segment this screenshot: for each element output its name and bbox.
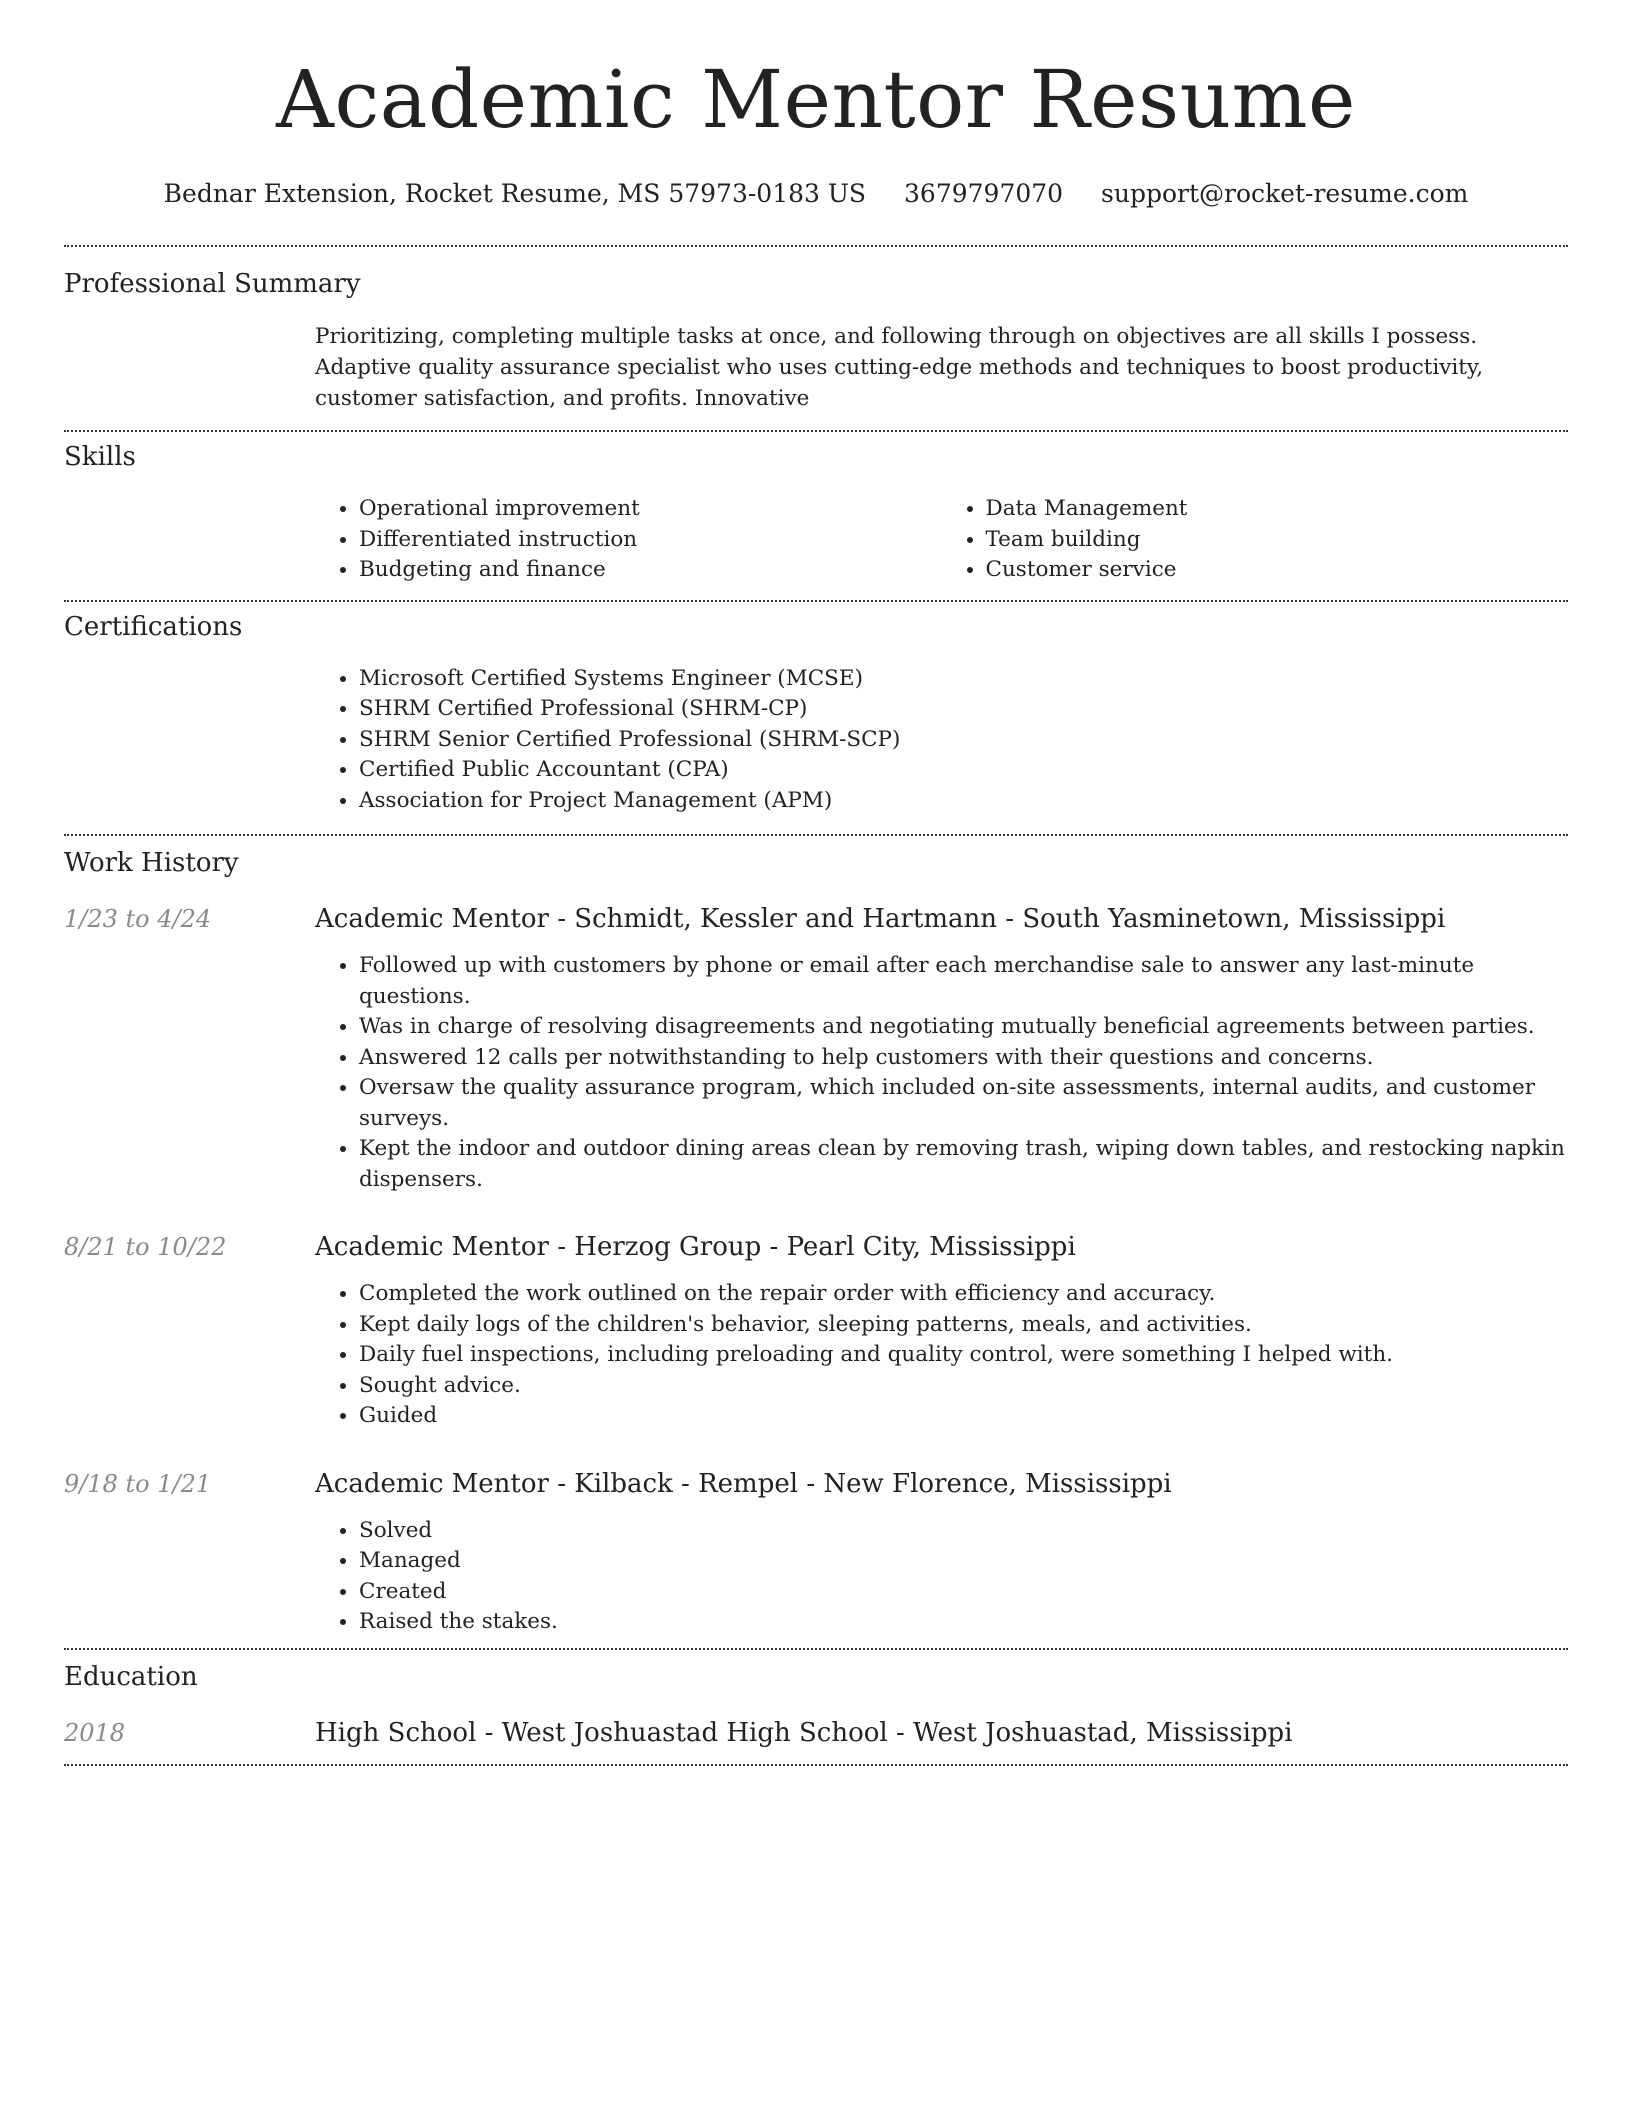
job-bullets bbox=[315, 951, 1568, 1195]
job-date: 9/18 to 1/21 bbox=[64, 1469, 212, 1498]
contact-phone: 3679797070 bbox=[904, 179, 1064, 208]
divider bbox=[64, 1764, 1568, 1766]
job-bullets bbox=[315, 1516, 1568, 1638]
job-bullet: • Sought advice. bbox=[359, 1371, 1568, 1402]
skill-item: • Team building bbox=[986, 525, 1569, 556]
job-bullet: • Oversaw the quality assurance program, which included on-site assessments, internal audits, and customer surveys. bbox=[359, 1073, 1568, 1134]
job-bullet: • Followed up with customers by phone or email after each merchandise sale to answer any last-minute questions. bbox=[359, 951, 1568, 1012]
job-date: 1/23 to 4/24 bbox=[64, 905, 212, 933]
skill-item: • Differentiated instruction bbox=[359, 525, 942, 556]
work-history-section bbox=[64, 836, 1568, 1648]
certification-item: • Certified Public Accountant (CPA) bbox=[359, 755, 1568, 786]
contact-email: support@rocket-resume.com bbox=[1101, 179, 1469, 208]
skill-item: • Customer service bbox=[986, 555, 1569, 586]
job-title: Academic Mentor - Schmidt, Kessler and Hartmann - South Yasminetown, Mississippi bbox=[315, 904, 1446, 934]
job-bullet: • Guided bbox=[359, 1401, 1568, 1432]
job-bullet: • Answered 12 calls per notwithstanding to help customers with their questions and concerns. bbox=[359, 1043, 1568, 1074]
skills-heading: Skills bbox=[64, 442, 136, 472]
job-entry bbox=[64, 1230, 1568, 1432]
skills-section bbox=[64, 432, 1568, 600]
job-bullet: • Solved bbox=[359, 1516, 1568, 1547]
skill-item: • Operational improvement bbox=[359, 494, 942, 525]
job-bullet: • Raised the stakes. bbox=[359, 1607, 1568, 1638]
skill-item: • Budgeting and finance bbox=[359, 555, 942, 586]
job-bullets bbox=[315, 1279, 1568, 1432]
skills-column-1 bbox=[315, 494, 942, 586]
resume-page bbox=[64, 0, 1568, 1766]
job-entry bbox=[64, 1467, 1568, 1638]
resume-title: Academic Mentor Resume bbox=[276, 53, 1356, 146]
skill-item: • Data Management bbox=[986, 494, 1569, 525]
certifications-list bbox=[315, 664, 1568, 817]
summary-heading: Professional Summary bbox=[64, 269, 361, 299]
job-bullet: • Kept the indoor and outdoor dining areas clean by removing trash, wiping down tables, and restocking napkin dispensers. bbox=[359, 1134, 1568, 1195]
job-bullet: • Kept daily logs of the children's behavior, sleeping patterns, meals, and activities. bbox=[359, 1310, 1568, 1341]
work-history-heading: Work History bbox=[64, 848, 239, 878]
job-title: Academic Mentor - Kilback - Rempel - New Florence, Mississippi bbox=[315, 1468, 1172, 1499]
education-title: High School - West Joshuastad High School - West Joshuastad, Mississippi bbox=[315, 1717, 1293, 1748]
certifications-section bbox=[64, 602, 1568, 835]
job-date: 8/21 to 10/22 bbox=[64, 1233, 227, 1261]
certification-item: • SHRM Certified Professional (SHRM-CP) bbox=[359, 694, 1568, 725]
job-bullet: • Managed bbox=[359, 1546, 1568, 1577]
summary-text: Prioritizing, completing multiple tasks at once, and following through on objectives are all skills I possess. Adaptive quality assurance specialist who uses cutting-edge methods and techniques to boost productivity, customer satisfaction, and profits. Innovative bbox=[315, 324, 1484, 411]
resume-header bbox=[64, 0, 1568, 210]
certification-item: • Microsoft Certified Systems Engineer (MCSE) bbox=[359, 664, 1568, 695]
contact-address: Bednar Extension, Rocket Resume, MS 57973-0183 US bbox=[163, 179, 867, 208]
certification-item: • Association for Project Management (APM) bbox=[359, 786, 1568, 817]
education-entry bbox=[64, 1716, 1568, 1750]
job-entry bbox=[64, 902, 1568, 1195]
job-bullet: • Was in charge of resolving disagreements and negotiating mutually beneficial agreements between parties. bbox=[359, 1012, 1568, 1043]
certification-item: • SHRM Senior Certified Professional (SHRM-SCP) bbox=[359, 725, 1568, 756]
education-date: 2018 bbox=[64, 1718, 126, 1747]
job-bullet: • Completed the work outlined on the repair order with efficiency and accuracy. bbox=[359, 1279, 1568, 1310]
skills-column-2 bbox=[942, 494, 1569, 586]
education-heading: Education bbox=[64, 1661, 198, 1692]
job-title: Academic Mentor - Herzog Group - Pearl City, Mississippi bbox=[315, 1232, 1076, 1262]
education-section bbox=[64, 1650, 1568, 1764]
certifications-heading: Certifications bbox=[64, 611, 243, 642]
summary-section bbox=[64, 247, 1568, 430]
job-bullet: • Daily fuel inspections, including preloading and quality control, were something I helped with. bbox=[359, 1340, 1568, 1371]
contact-line bbox=[64, 178, 1568, 210]
job-bullet: • Created bbox=[359, 1577, 1568, 1608]
